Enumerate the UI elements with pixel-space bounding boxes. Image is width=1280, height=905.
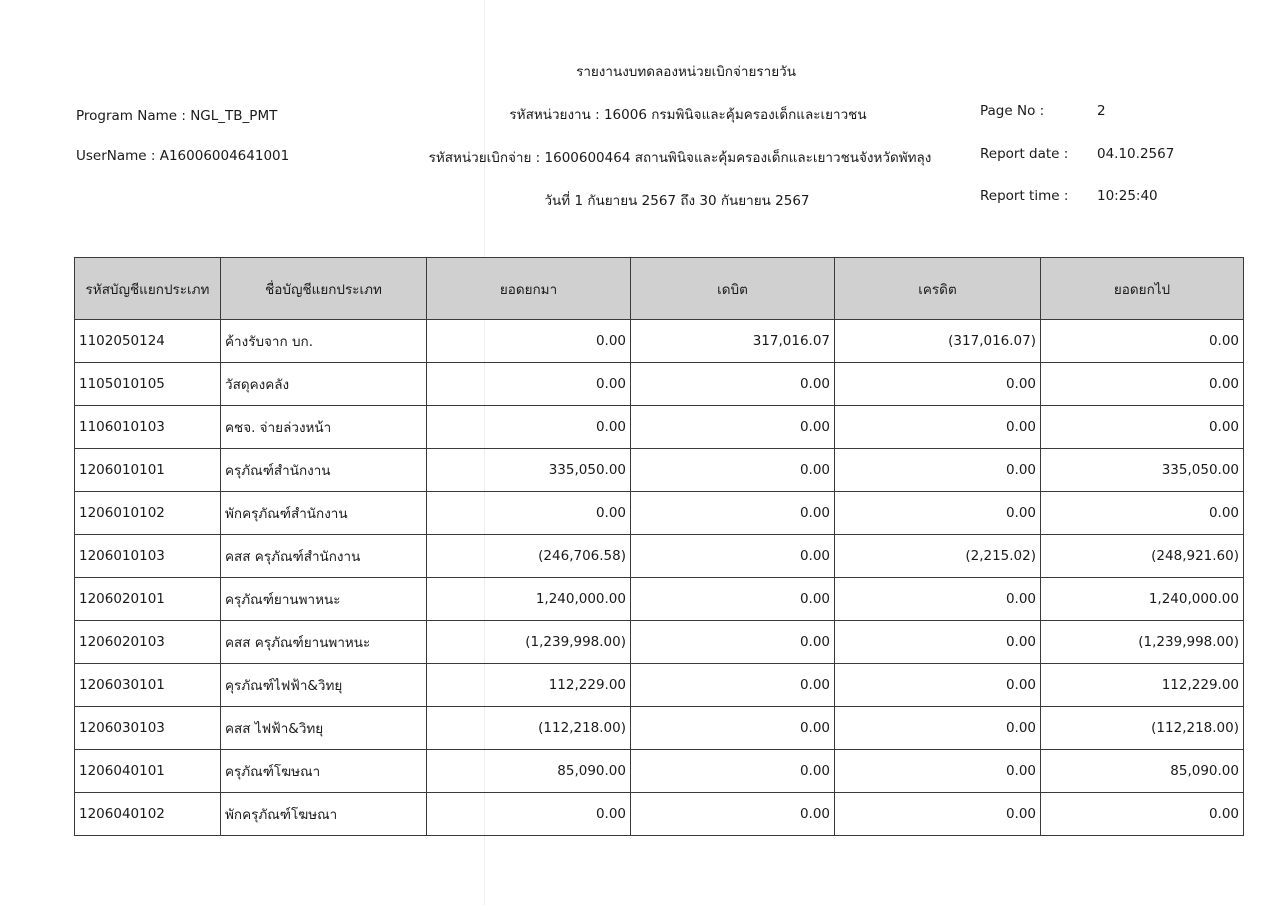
cell-credit: 0.00 — [835, 793, 1041, 836]
cell-debit: 0.00 — [631, 793, 835, 836]
cell-account-code: 1206010101 — [75, 449, 221, 492]
col-header-credit: เครดิต — [835, 258, 1041, 320]
cell-credit: 0.00 — [835, 621, 1041, 664]
cell-debit: 0.00 — [631, 492, 835, 535]
disbursing-unit: รหัสหน่วยเบิกจ่าย : 1600600464 สถานพินิจและคุ้มครองเด็กและเยาวชนจังหวัดพัทลุง — [428, 150, 932, 166]
cell-opening-balance: 1,240,000.00 — [427, 578, 631, 621]
cell-closing-balance: (1,239,998.00) — [1041, 621, 1244, 664]
cell-account-name: ค้างรับจาก บก. — [221, 320, 427, 363]
cell-opening-balance: 0.00 — [427, 406, 631, 449]
col-header-debit: เดบิต — [631, 258, 835, 320]
cell-credit: 0.00 — [835, 406, 1041, 449]
col-header-opening-balance: ยอดยกมา — [427, 258, 631, 320]
cell-credit: 0.00 — [835, 707, 1041, 750]
cell-account-name: คสส ไฟฟ้า&วิทยุ — [221, 707, 427, 750]
cell-account-name: วัสดุคงคลัง — [221, 363, 427, 406]
cell-account-name: คุรภัณฑ์ไฟฟ้า&วิทยุ — [221, 664, 427, 707]
cell-closing-balance: 85,090.00 — [1041, 750, 1244, 793]
trial-balance-table — [74, 257, 1244, 836]
table-row — [75, 664, 1244, 707]
cell-opening-balance: 0.00 — [427, 320, 631, 363]
cell-opening-balance: 85,090.00 — [427, 750, 631, 793]
cell-debit: 0.00 — [631, 363, 835, 406]
cell-debit: 0.00 — [631, 406, 835, 449]
table-row — [75, 406, 1244, 449]
cell-credit: 0.00 — [835, 449, 1041, 492]
username: UserName : A16006004641001 — [76, 148, 290, 164]
cell-credit: 0.00 — [835, 492, 1041, 535]
cell-closing-balance: 112,229.00 — [1041, 664, 1244, 707]
cell-debit: 0.00 — [631, 578, 835, 621]
cell-closing-balance: 335,050.00 — [1041, 449, 1244, 492]
cell-closing-balance: 0.00 — [1041, 363, 1244, 406]
table-row — [75, 750, 1244, 793]
cell-account-name: ครุภัณฑ์สำนักงาน — [221, 449, 427, 492]
cell-account-code: 1206040102 — [75, 793, 221, 836]
agency-code: รหัสหน่วยงาน : 16006 กรมพินิจและคุ้มครองเด็กและเยาวชน — [509, 107, 867, 123]
col-header-account-code: รหัสบัญชีแยกประเภท — [75, 258, 221, 320]
page-no-label: Page No : — [980, 103, 1045, 119]
cell-account-code: 1102050124 — [75, 320, 221, 363]
cell-debit: 317,016.07 — [631, 320, 835, 363]
report-period: วันที่ 1 กันยายน 2567 ถึง 30 กันยายน 2567 — [544, 193, 810, 209]
cell-credit: (317,016.07) — [835, 320, 1041, 363]
cell-credit: 0.00 — [835, 664, 1041, 707]
cell-opening-balance: 0.00 — [427, 492, 631, 535]
cell-credit: 0.00 — [835, 750, 1041, 793]
cell-opening-balance: 335,050.00 — [427, 449, 631, 492]
cell-account-code: 1206010102 — [75, 492, 221, 535]
cell-debit: 0.00 — [631, 664, 835, 707]
cell-account-code: 1105010105 — [75, 363, 221, 406]
report-date-label: Report date : — [980, 146, 1069, 162]
table-row — [75, 363, 1244, 406]
cell-opening-balance: (246,706.58) — [427, 535, 631, 578]
cell-account-name: คชจ. จ่ายล่วงหน้า — [221, 406, 427, 449]
table-row — [75, 535, 1244, 578]
cell-credit: (2,215.02) — [835, 535, 1041, 578]
table-row — [75, 707, 1244, 750]
cell-closing-balance: 0.00 — [1041, 492, 1244, 535]
cell-account-name: ครุภัณฑ์โฆษณา — [221, 750, 427, 793]
cell-closing-balance: (112,218.00) — [1041, 707, 1244, 750]
cell-closing-balance: 1,240,000.00 — [1041, 578, 1244, 621]
cell-account-code: 1206020103 — [75, 621, 221, 664]
cell-account-name: คสส ครุภัณฑ์สำนักงาน — [221, 535, 427, 578]
cell-closing-balance: 0.00 — [1041, 793, 1244, 836]
table-header-row — [75, 258, 1244, 320]
cell-closing-balance: 0.00 — [1041, 406, 1244, 449]
table-row — [75, 492, 1244, 535]
cell-account-code: 1206030101 — [75, 664, 221, 707]
cell-closing-balance: 0.00 — [1041, 320, 1244, 363]
report-time-value: 10:25:40 — [1097, 188, 1158, 204]
page-no-value: 2 — [1097, 103, 1106, 119]
table-row — [75, 793, 1244, 836]
cell-opening-balance: (112,218.00) — [427, 707, 631, 750]
cell-account-name: พักครุภัณฑ์สำนักงาน — [221, 492, 427, 535]
col-header-account-name: ชื่อบัญชีแยกประเภท — [221, 258, 427, 320]
cell-account-code: 1106010103 — [75, 406, 221, 449]
col-header-closing-balance: ยอดยกไป — [1041, 258, 1244, 320]
report-title: รายงานงบทดลองหน่วยเบิกจ่ายรายวัน — [576, 64, 796, 80]
cell-account-code: 1206020101 — [75, 578, 221, 621]
cell-credit: 0.00 — [835, 363, 1041, 406]
cell-opening-balance: 112,229.00 — [427, 664, 631, 707]
cell-account-name: คสส ครุภัณฑ์ยานพาหนะ — [221, 621, 427, 664]
table-row — [75, 578, 1244, 621]
cell-account-code: 1206030103 — [75, 707, 221, 750]
cell-debit: 0.00 — [631, 750, 835, 793]
cell-opening-balance: 0.00 — [427, 363, 631, 406]
cell-debit: 0.00 — [631, 621, 835, 664]
cell-debit: 0.00 — [631, 707, 835, 750]
table-row — [75, 621, 1244, 664]
report-date-value: 04.10.2567 — [1097, 146, 1175, 162]
table-row — [75, 449, 1244, 492]
report-time-label: Report time : — [980, 188, 1069, 204]
table-row — [75, 320, 1244, 363]
cell-account-code: 1206040101 — [75, 750, 221, 793]
cell-account-code: 1206010103 — [75, 535, 221, 578]
cell-closing-balance: (248,921.60) — [1041, 535, 1244, 578]
cell-opening-balance: (1,239,998.00) — [427, 621, 631, 664]
cell-debit: 0.00 — [631, 449, 835, 492]
cell-debit: 0.00 — [631, 535, 835, 578]
cell-opening-balance: 0.00 — [427, 793, 631, 836]
cell-credit: 0.00 — [835, 578, 1041, 621]
cell-account-name: ครุภัณฑ์ยานพาหนะ — [221, 578, 427, 621]
cell-account-name: พักครุภัณฑ์โฆษณา — [221, 793, 427, 836]
program-name: Program Name : NGL_TB_PMT — [76, 108, 278, 124]
